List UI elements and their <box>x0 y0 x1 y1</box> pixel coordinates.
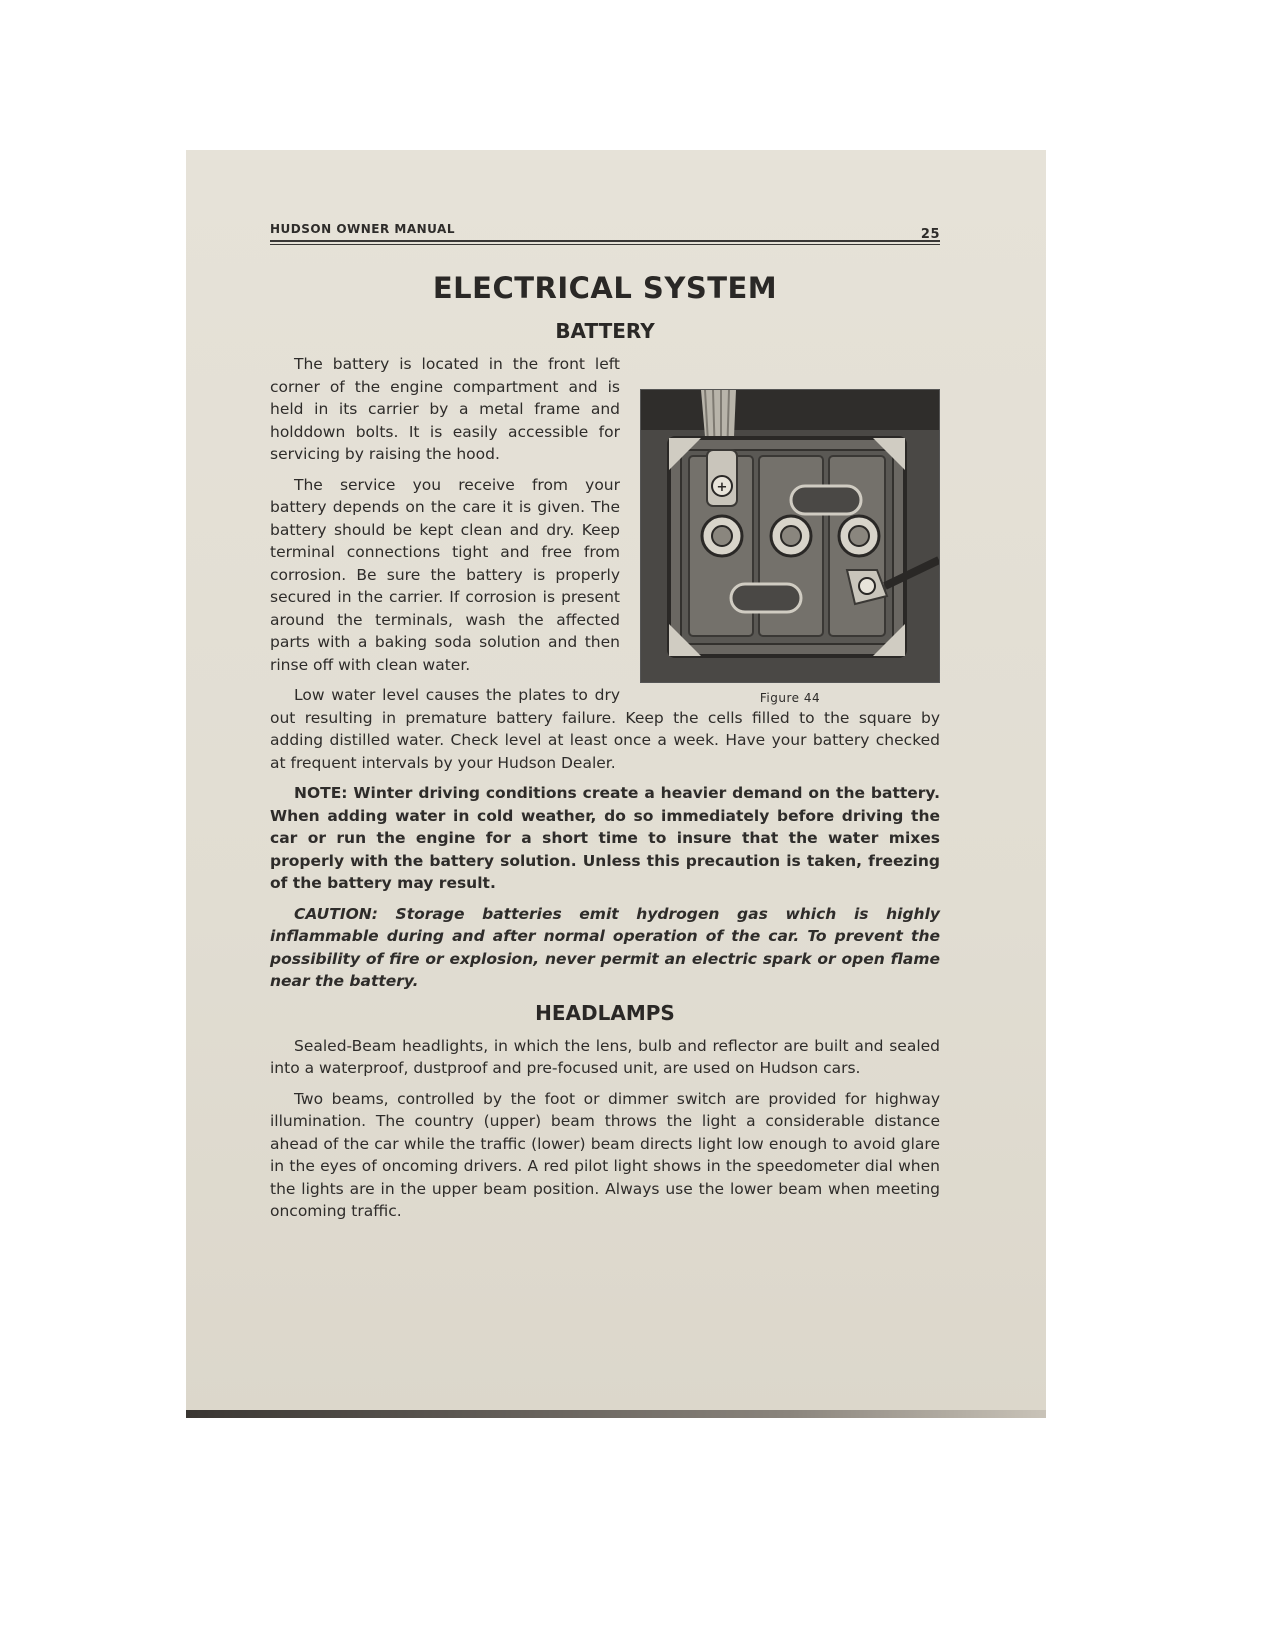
headlamps-paragraph-2: Two beams, controlled by the foot or dimmer switch are provided for highway illumination. The country (upper) beam throws the light a considerable distance ahead of the car while the traffic (lower) beam directs light low enough to avoid glare in the eyes of oncoming drivers. A red pilot light shows in the speedometer dial when the lights are in the upper beam position. Always use the lower beam when meeting oncoming traffic. <box>270 1089 940 1220</box>
page-title: ELECTRICAL SYSTEM <box>432 271 778 305</box>
figure-44 <box>640 389 940 705</box>
headlamps-paragraph-1: Sealed-Beam headlights, in which the lens, bulb and reflector are built and sealed into a waterproof, dustproof and pre-focused unit, are used on Hudson cars. <box>270 1036 940 1077</box>
header-rule-thin <box>270 244 940 245</box>
running-title: HUDSON OWNER MANUAL <box>270 222 455 236</box>
battery-paragraph-3: Low water level causes the plates to dry out resulting in premature battery failure. Keep the cells filled to the square by adding distilled water. Check level at least once a week. Have your battery checked at frequent intervals by your Hudson Dealer. <box>270 686 940 772</box>
battery-photo <box>640 389 940 683</box>
battery-caution: CAUTION: Storage batteries emit hydrogen gas which is highly inflammable during and after normal operation of the car. To prevent the possibility of fire or explosion, never permit an electric spark or open flame near the battery. <box>270 904 940 990</box>
positive-terminal-label: + <box>716 480 728 495</box>
battery-note: NOTE: Winter driving conditions create a heavier demand on the battery. When adding water in cold weather, do so immediately before driving the car or run the engine for a short time to insure that the water mixes properly with the battery solution. Unless this precaution is taken, freezing of the battery may result. <box>270 784 940 892</box>
page-content <box>270 212 940 1231</box>
page-number: 25 <box>920 227 940 242</box>
headlamps-heading: HEADLAMPS <box>535 1000 675 1025</box>
page-edge-shadow <box>186 1410 1046 1418</box>
battery-paragraph-2: The service you receive from your battery depends on the care it is given. The battery should be kept clean and dry. Keep terminal connections tight and free from corrosion. Be sure the battery is properly secured in the carrier. If corrosion is present around the terminals, wash the affected parts with a baking soda solution and then rinse off with clean water. <box>270 475 620 674</box>
battery-heading: BATTERY <box>555 319 655 343</box>
battery-illustration <box>641 390 939 682</box>
header-rule-thick <box>270 240 940 242</box>
battery-paragraph-1: The battery is located in the front left corner of the engine compartment and is held in its carrier by a metal frame and holddown bolts. It is easily accessible for servicing by raising the hood. <box>270 355 620 463</box>
running-header <box>270 212 940 242</box>
figure-caption: Figure 44 <box>759 691 821 705</box>
